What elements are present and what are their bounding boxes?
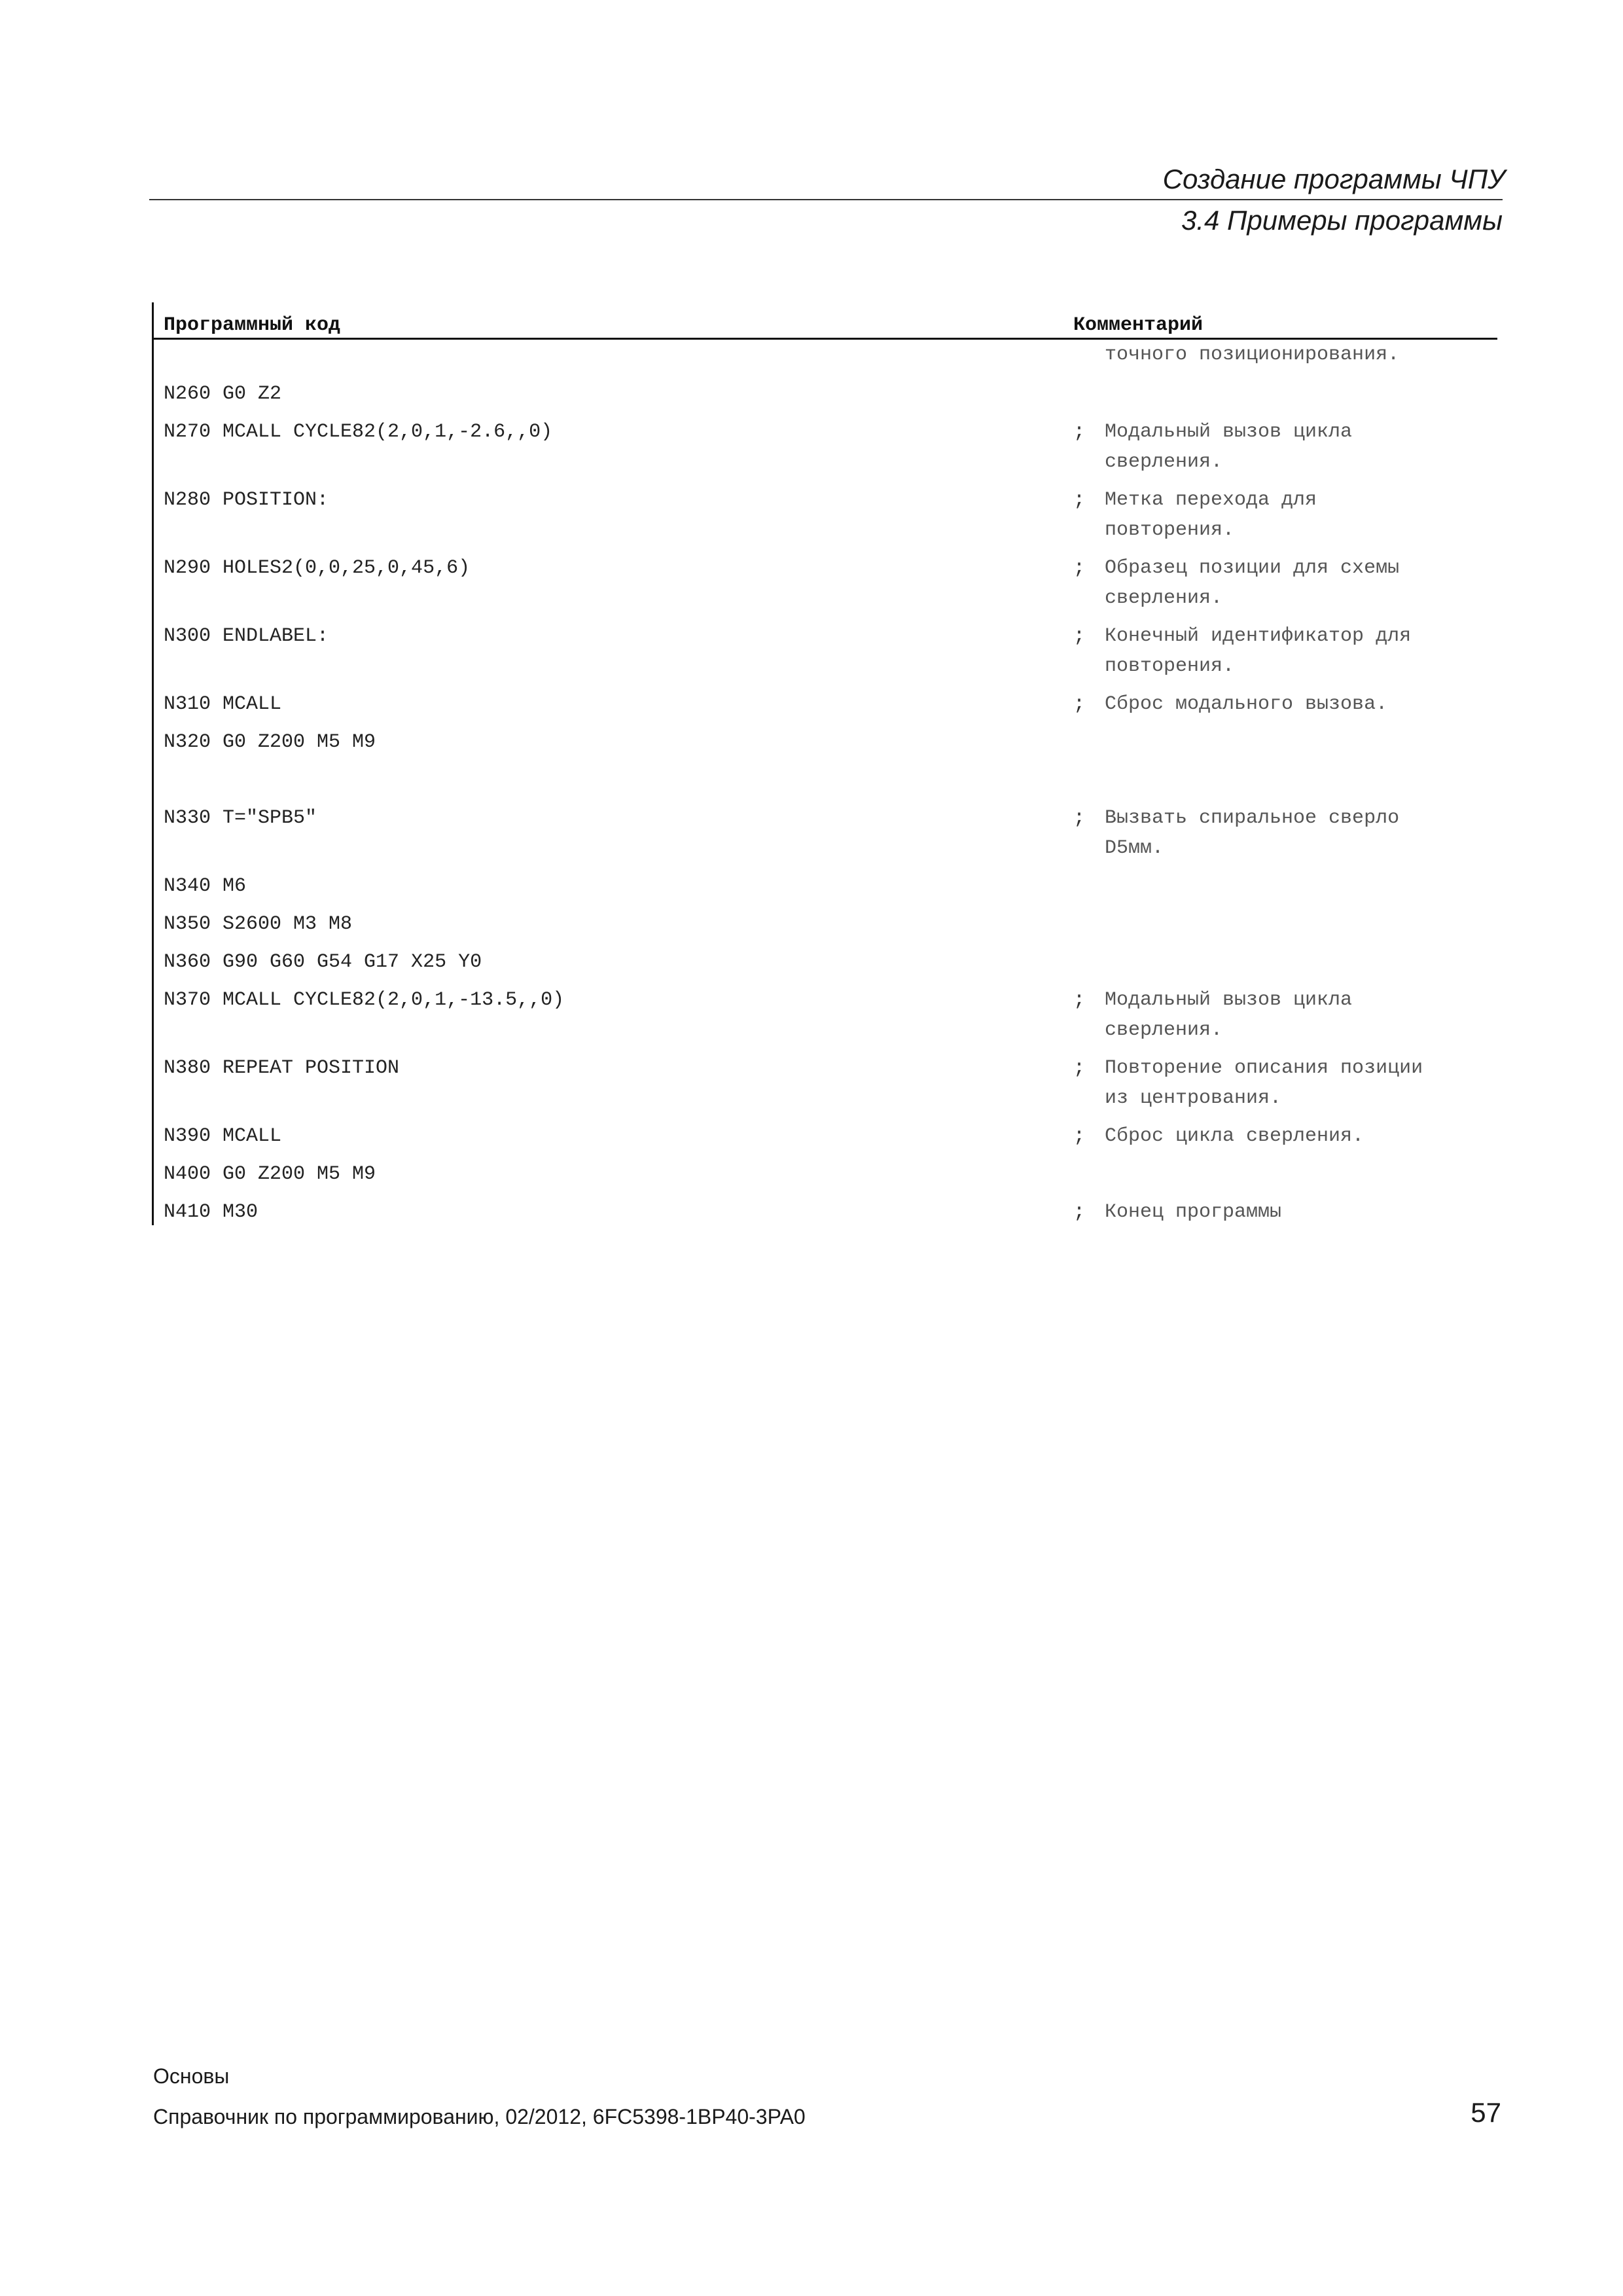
table-row: [153, 985, 1497, 1053]
table-body: [153, 340, 1497, 1235]
program-code-line: N390 MCALL: [164, 1125, 282, 1147]
program-code-line: N410 M30: [164, 1201, 259, 1223]
comment-marker: ;: [1073, 489, 1086, 511]
program-code-line: N290 HOLES2(0,0,25,0,45,6): [164, 557, 471, 579]
table-row: [153, 621, 1497, 689]
program-code-line: N400 G0 Z200 M5 M9: [164, 1163, 376, 1185]
comment-text: Конец программы: [1105, 1201, 1282, 1223]
comment-text: Повторение описания позиции из центрования.: [1105, 1057, 1423, 1109]
footer-label: Основы: [153, 2064, 230, 2088]
table-header: [153, 302, 1497, 340]
table-row: [153, 1053, 1497, 1121]
program-code-line: N270 MCALL CYCLE82(2,0,1,-2.6,,0): [164, 421, 553, 443]
program-code-line: N360 G90 G60 G54 G17 X25 Y0: [164, 951, 482, 973]
comment-marker: ;: [1073, 1201, 1086, 1223]
table-row: [153, 485, 1497, 553]
comment-marker: ;: [1073, 693, 1086, 715]
table-row: [153, 689, 1497, 727]
program-code-line: N300 ENDLABEL:: [164, 625, 329, 647]
comment-text: Метка перехода для повторения.: [1105, 489, 1317, 541]
program-code-line: N330 T="SPB5": [164, 807, 317, 829]
table-row: [153, 553, 1497, 621]
comment-text: Сброс цикла сверления.: [1105, 1125, 1364, 1147]
program-code-table: [153, 302, 1497, 1235]
program-code-line: N340 M6: [164, 875, 247, 897]
program-code-line: N280 POSITION:: [164, 489, 329, 511]
comment-marker: ;: [1073, 625, 1086, 647]
table-row: [153, 379, 1497, 417]
comment-text: Образец позиции для схемы сверления.: [1105, 557, 1400, 609]
page-number: 57: [1471, 2097, 1501, 2128]
comment-text: Конечный идентификатор для повторения.: [1105, 625, 1412, 677]
table-row: [153, 803, 1497, 871]
program-code-line: N260 G0 Z2: [164, 383, 282, 405]
header-rule: [149, 199, 1503, 200]
comment-text: точного позиционирования.: [1105, 344, 1400, 366]
table-row: [153, 871, 1497, 909]
footer-document-info: Справочник по программированию, 02/2012, 6FC5398-1BP40-3PA0: [153, 2105, 806, 2128]
table-row: [153, 1159, 1497, 1197]
table-row: [153, 947, 1497, 985]
comment-marker: ;: [1073, 1125, 1086, 1147]
comment-marker: ;: [1073, 989, 1086, 1011]
table-row: [153, 340, 1497, 379]
program-code-line: N320 G0 Z200 M5 M9: [164, 731, 376, 753]
comment-marker: ;: [1073, 807, 1086, 829]
comment-text: Модальный вызов цикла сверления.: [1105, 421, 1353, 473]
running-header-section: 3.4 Примеры программы: [1181, 205, 1503, 236]
table-row: [153, 1121, 1497, 1159]
table-row: [153, 909, 1497, 947]
comment-text: Сброс модального вызова.: [1105, 693, 1388, 715]
comment-marker: ;: [1073, 1057, 1086, 1079]
comment-marker: ;: [1073, 421, 1086, 443]
column-header-comment: Комментарий: [1073, 314, 1204, 336]
table-row: [153, 1197, 1497, 1235]
column-header-code: Программный код: [164, 314, 341, 336]
table-row: [153, 417, 1497, 485]
program-code-line: N350 S2600 M3 M8: [164, 913, 353, 935]
program-code-line: N380 REPEAT POSITION: [164, 1057, 400, 1079]
program-code-line: N370 MCALL CYCLE82(2,0,1,-13.5,,0): [164, 989, 565, 1011]
program-code-line: N310 MCALL: [164, 693, 282, 715]
running-header-chapter: Создание программы ЧПУ: [1162, 164, 1505, 194]
comment-text: Вызвать спиральное сверло D5мм.: [1105, 807, 1400, 859]
table-row: [153, 727, 1497, 803]
comment-text: Модальный вызов цикла сверления.: [1105, 989, 1353, 1041]
comment-marker: ;: [1073, 557, 1086, 579]
